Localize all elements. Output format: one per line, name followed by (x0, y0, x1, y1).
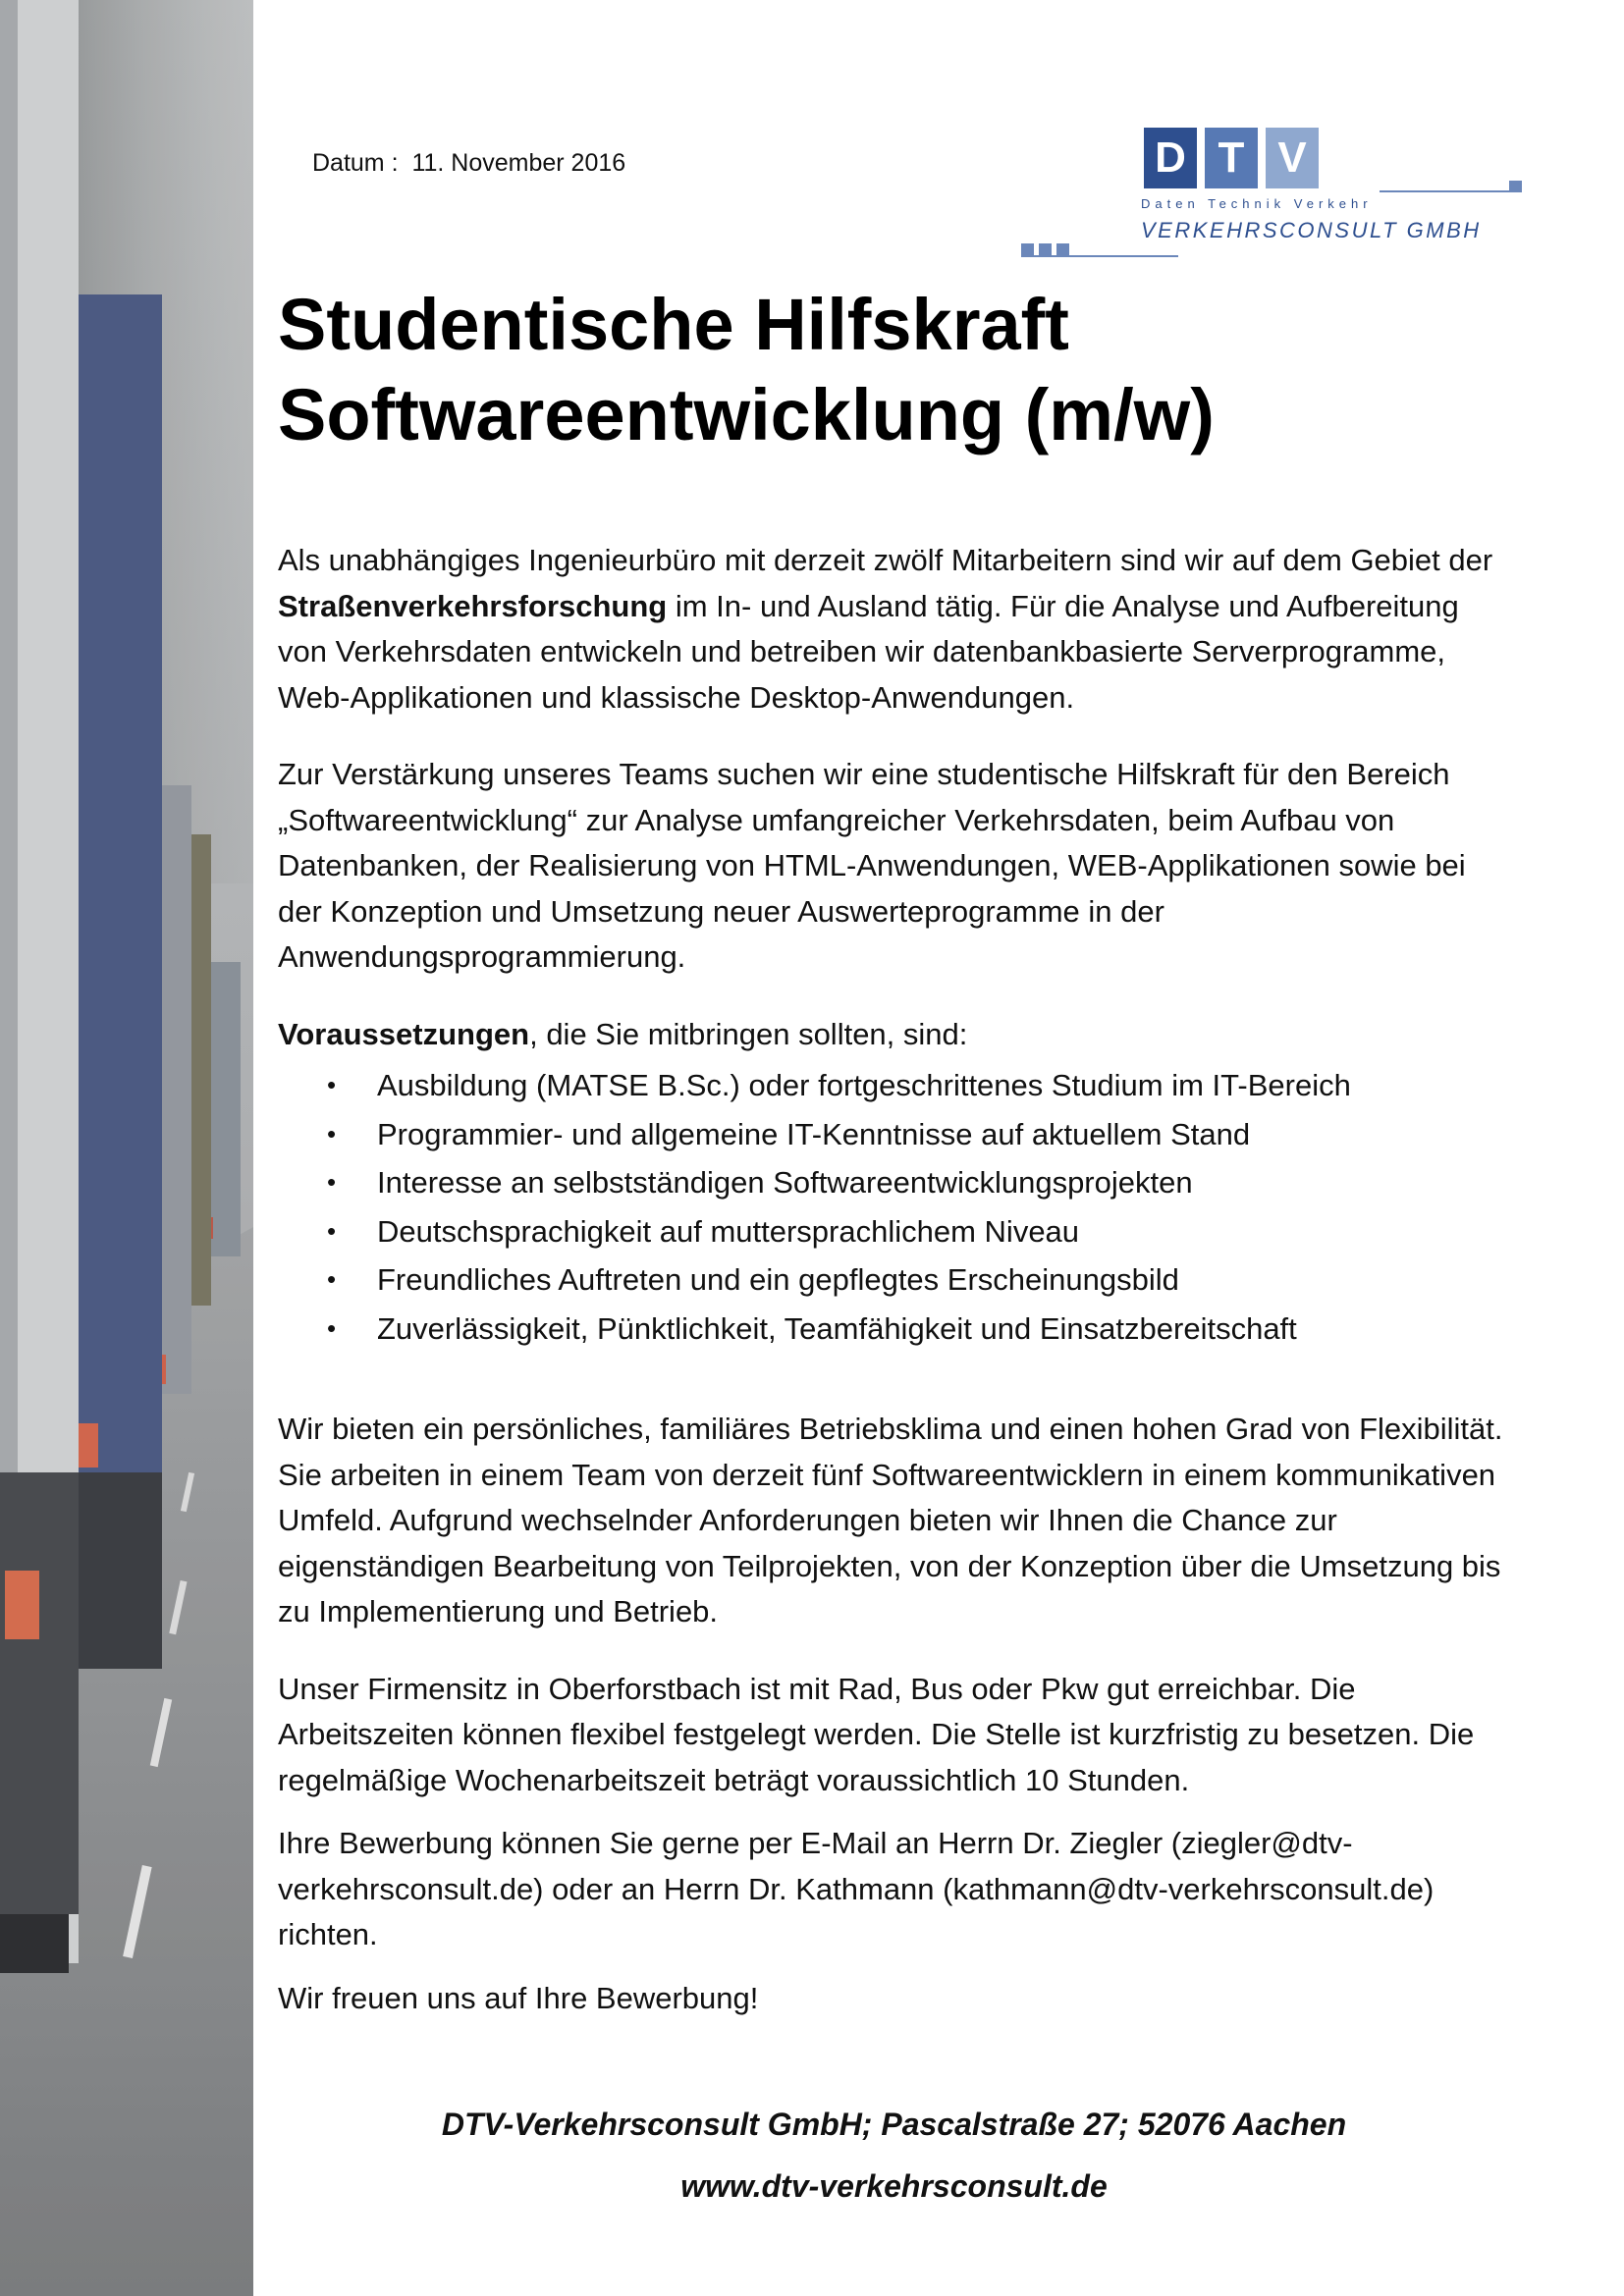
logo-square-right (1509, 181, 1522, 192)
logo-subtitle: Daten Technik Verkehr (1141, 196, 1373, 211)
body-text (278, 538, 1510, 2021)
page-title (278, 280, 1554, 460)
logo-letter-v: V (1266, 128, 1319, 188)
intro-paragraph (278, 538, 1510, 721)
logo-company-name: VERKEHRSCONSULT GMBH (1141, 218, 1482, 242)
requirements-heading (278, 1012, 1510, 1058)
logo-letter-t: T (1205, 128, 1258, 188)
closing-paragraph: Wir freuen uns auf Ihre Bewerbung! (278, 1980, 759, 2015)
company-logo (1011, 128, 1522, 265)
logo-square-2 (1039, 243, 1052, 255)
requirement-item: • Ausbildung (MATSE B.Sc.) oder fortgeschrittenes Studium im IT-Bereich (278, 1061, 1510, 1110)
logo-square-3 (1056, 243, 1069, 255)
traffic-photo-strip (0, 0, 253, 2296)
logo-line-left (1021, 255, 1178, 257)
team-paragraph: Zur Verstärkung unseres Teams suchen wir eine studentische Hilfskraft für den Bereich „Softwareentwicklung“ zur Analyse umfangreicher Verkehrsdaten, beim Aufbau von Datenbanken, der Realisierung von HTML-Anwendungen, WEB-Applikationen sowie bei der Konzeption und Umsetzung neuer Auswerteprogramme in der Anwendungsprogrammierung. (278, 757, 1466, 974)
intro-text-a: Als unabhängiges Ingenieurbüro mit derzeit zwölf Mitarbeitern sind wir auf dem Gebiet der (278, 543, 1493, 577)
apply-paragraph: Ihre Bewerbung können Sie gerne per E-Mail an Herrn Dr. Ziegler (ziegler@dtv-verkehrsconsult.de) oder an Herrn Dr. Kathmann (kathmann@dtv-verkehrsconsult.de) richten. (278, 1826, 1435, 1951)
requirements-list (278, 1061, 1510, 1353)
logo-square-1 (1021, 243, 1034, 255)
requirement-item: • Freundliches Auftreten und ein gepflegtes Erscheinungsbild (278, 1255, 1510, 1305)
logo-letter-d: D (1144, 128, 1197, 188)
logo-line-right (1380, 190, 1517, 192)
footer-address: DTV-Verkehrsconsult GmbH; Pascalstraße 27; 52076 Aachen (441, 2107, 1347, 2142)
requirement-item: • Interesse an selbstständigen Softwareentwicklungsprojekten (278, 1158, 1510, 1207)
requirement-item: • Zuverlässigkeit, Pünktlichkeit, Teamfähigkeit und Einsatzbereitschaft (278, 1305, 1510, 1354)
requirements-heading-bold: Voraussetzungen (278, 1016, 530, 1051)
date-label: Datum : (312, 149, 399, 177)
intro-bold: Straßenverkehrsforschung (278, 588, 668, 623)
date-value: 11. November 2016 (411, 149, 626, 177)
offer-paragraph: Wir bieten ein persönliches, familiäres Betriebsklima und einen hohen Grad von Flexibilität. Sie arbeiten in einem Team von derzeit fünf Softwareentwicklern in einem kommunikativen Umfeld. Aufgrund wechselnder Anforderungen bieten wir Ihnen die Chance zur eigenständigen Bearbeitung von Teilprojekten, von der Konzeption über die Umsetzung bis zu Implementierung und Betrieb. (278, 1412, 1503, 1629)
title-line-2: Softwareentwicklung (m/w) (278, 374, 1215, 455)
requirement-item: • Programmier- und allgemeine IT-Kenntnisse auf aktuellem Stand (278, 1110, 1510, 1159)
title-line-1: Studentische Hilfskraft (278, 284, 1069, 365)
footer-website[interactable]: www.dtv-verkehrsconsult.de (680, 2168, 1108, 2204)
date-line (312, 149, 625, 178)
requirements-heading-rest: , die Sie mitbringen sollten, sind: (529, 1016, 968, 1051)
intro-text-b: im In- und Ausland tätig. Für die Analyse und Aufbereitung von Verkehrsdaten entwickeln und betreiben wir datenbankbasierte Serverprogramme, Web-Applikationen und klassische Desktop-Anwendungen. (278, 588, 1459, 715)
requirement-item: • Deutschsprachigkeit auf muttersprachlichem Niveau (278, 1207, 1510, 1256)
location-paragraph: Unser Firmensitz in Oberforstbach ist mit Rad, Bus oder Pkw gut erreichbar. Die Arbeitszeiten können flexibel festgelegt werden. Die Stelle ist kurzfristig zu besetzen. Die regelmäßige Wochenarbeitszeit beträgt voraussichtlich 10 Stunden. (278, 1671, 1475, 1797)
